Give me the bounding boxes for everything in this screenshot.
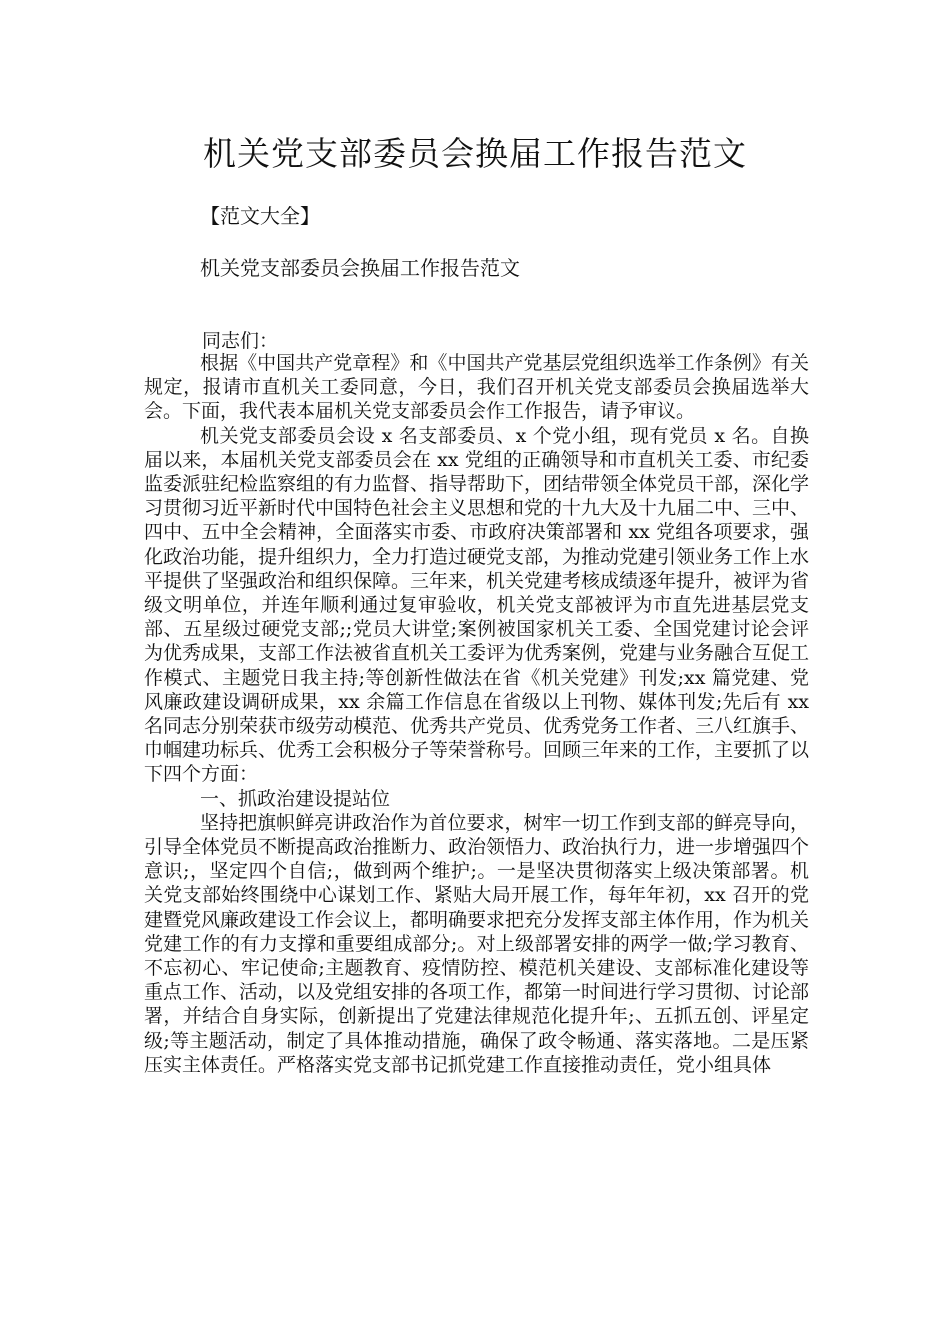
document-title: 机关党支部委员会换届工作报告范文 <box>203 134 747 173</box>
category-tag: 【范文大全】 <box>200 204 320 228</box>
report-body <box>144 351 809 1077</box>
paragraph-overview: 机关党支部委员会设 x 名支部委员、x 个党小组，现有党员 x 名。自换届以来，本届机关党支部委员会在 xx 党组的正确领导和市直机关工委、市纪委监委派驻纪检监察组的有力监督、指导帮助下，团结带领全体党员干部，深化学习贯彻习近平新时代中国特色社会主义思想和党的十九大及十九届二中、三中、四中、五中全会精神，全面落实市委、市政府决策部署和 xx 党组各项要求，强化政治功能，提升组织力，全力打造过硬党支部，为推动党建引领业务工作上水平提供了坚强政治和组织保障。三年来，机关党建考核成绩逐年提升，被评为省级文明单位，并连年顺利通过复审验收，机关党支部被评为市直先进基层党支部、五星级过硬党支部;;党员大讲堂;案例被国家机关工委、全国党建讨论会评为优秀成果，支部工作法被省直机关工委评为优秀案例，党建与业务融合互促工作模式、主题党日我主持;等创新性做法在省《机关党建》刊发;xx 篇党建、党风廉政建设调研成果，xx 余篇工作信息在省级以上刊物、媒体刊发;先后有 xx 名同志分别荣获市级劳动模范、优秀共产党员、优秀党务工作者、三八红旗手、巾帼建功标兵、优秀工会积极分子等荣誉称号。回顾三年来的工作，主要抓了以下四个方面： <box>144 424 810 786</box>
paragraph-intro: 根据《中国共产党章程》和《中国共产党基层党组织选举工作条例》有关规定，报请市直机关工委同意，今日，我们召开机关党支部委员会换届选举大会。下面，我代表本届机关党支部委员会作工作报告，请予审议。 <box>144 352 809 423</box>
section-heading-1: 一、抓政治建设提站位 <box>200 787 391 810</box>
document-subtitle: 机关党支部委员会换届工作报告范文 <box>200 256 520 280</box>
paragraph-section-1: 坚持把旗帜鲜亮讲政治作为首位要求，树牢一切工作到支部的鲜亮导向，引导全体党员不断提高政治推断力、政治领悟力、政治执行力，进一步增强四个意识;，坚定四个自信;，做到两个维护;。一是坚决贯彻落实上级决策部署。机关党支部始终围绕中心谋划工作、紧贴大局开展工作，每年年初，xx 召开的党建暨党风廉政建设工作会议上，都明确要求把充分发挥支部主体作用，作为机关党建工作的有力支撑和重要组成部分;。对上级部署安排的两学一做;学习教育、不忘初心、牢记使命;主题教育、疫情防控、模范机关建设、支部标准化建设等重点工作、活动，以及党组安排的各项工作，都第一时间进行学习贯彻、讨论部署，并结合自身实际，创新提出了党建法律规范化提升年;、五抓五创、评星定级;等主题活动，制定了具体推动措施，确保了政令畅通、落实落地。二是压紧压实主体责任。严格落实党支部书记抓党建工作直接推动责任，党小组具体 <box>144 811 810 1076</box>
greeting: 同志们： <box>202 330 279 352</box>
